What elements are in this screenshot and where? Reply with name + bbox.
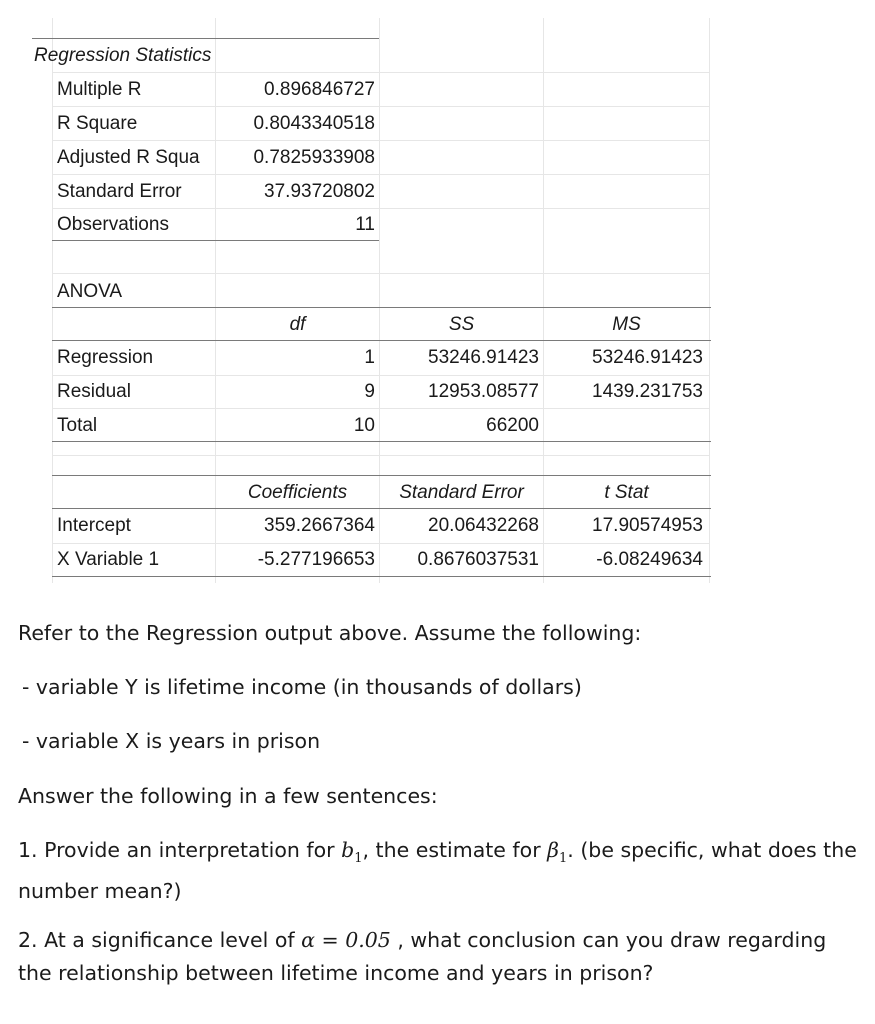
stat-value: 11 <box>355 214 375 235</box>
table-rule <box>52 340 711 341</box>
anova-ss: 66200 <box>486 415 539 436</box>
stat-value: 37.93720802 <box>264 181 375 202</box>
coef-standard-error: 0.8676037531 <box>417 549 539 570</box>
table-rule <box>52 576 711 577</box>
table-rule <box>52 240 379 241</box>
anova-ss: 12953.08577 <box>428 381 539 402</box>
anova-ms: 1439.231753 <box>592 381 703 402</box>
stat-value: 0.8043340518 <box>253 113 375 134</box>
table-rule <box>52 475 711 476</box>
gridline <box>52 140 710 141</box>
coef-row-label: Intercept <box>57 515 131 536</box>
coef-header-t-stat: t Stat <box>604 482 649 503</box>
anova-header-ss: SS <box>448 314 475 335</box>
q2-text: , what conclusion can you draw regarding the relationship between lifetime income and years in prison? <box>18 928 827 985</box>
table-rule <box>52 307 711 308</box>
anova-row-label: Residual <box>57 381 131 402</box>
anova-ss: 53246.91423 <box>428 347 539 368</box>
question-2 <box>18 924 863 990</box>
coef-header-coefficients: Coefficients <box>247 482 348 503</box>
question-1 <box>18 834 863 908</box>
table-rule <box>52 508 711 509</box>
anova-df: 1 <box>364 347 375 368</box>
anova-header-df: df <box>289 314 306 335</box>
assumption-y-text: - variable Y is lifetime income (in thousands of dollars) <box>22 675 582 699</box>
stat-label: Adjusted R Squa <box>57 147 200 168</box>
coef-value: -5.277196653 <box>257 549 375 570</box>
gridline <box>52 455 710 456</box>
gridline <box>52 408 710 409</box>
coef-t-stat: 17.90574953 <box>592 515 703 536</box>
anova-row-label: Total <box>57 415 98 436</box>
b1-symbol: $b_1$ <box>341 838 363 867</box>
coef-header-standard-error: Standard Error <box>399 482 524 503</box>
stat-label: Observations <box>57 214 169 235</box>
coef-row-label: X Variable 1 <box>57 549 160 570</box>
gridline <box>52 72 710 73</box>
stat-label: Standard Error <box>57 181 182 202</box>
anova-header-ms: MS <box>612 314 641 335</box>
gridline <box>52 106 710 107</box>
instruction-text: Answer the following in a few sentences: <box>18 784 438 808</box>
anova-ms <box>544 410 703 442</box>
table-rule <box>52 441 711 442</box>
regression-statistics-title: Regression Statistics <box>34 45 212 66</box>
beta1-symbol: $\beta_1$ <box>547 838 568 867</box>
coef-t-stat: -6.08249634 <box>596 549 703 570</box>
coef-standard-error: 20.06432268 <box>428 515 539 536</box>
anova-title: ANOVA <box>57 281 123 302</box>
anova-df: 9 <box>364 381 375 402</box>
assumption-y <box>22 671 867 704</box>
gridline <box>52 273 710 274</box>
instruction <box>18 780 863 813</box>
q2-text: 2. At a significance level of <box>18 928 302 952</box>
stat-value: 0.7825933908 <box>253 147 375 168</box>
gridline <box>52 174 710 175</box>
assumption-x <box>22 725 867 758</box>
table-rule <box>32 38 379 39</box>
stat-label: R Square <box>57 113 138 134</box>
q1-text: . (be specific, what does the number mean?) <box>18 838 857 904</box>
stat-label: Multiple R <box>57 79 142 100</box>
question-intro <box>18 617 863 650</box>
stat-value: 0.896846727 <box>264 79 375 100</box>
coef-value: 359.2667364 <box>264 515 375 536</box>
q1-text: 1. Provide an interpretation for <box>18 838 342 862</box>
anova-df: 10 <box>353 415 375 436</box>
q1-text: , the estimate for <box>362 838 548 862</box>
anova-row-label: Regression <box>57 347 154 368</box>
intro-text: Refer to the Regression output above. Assume the following: <box>18 621 642 645</box>
alpha-expression: α = 0.05 <box>301 928 391 952</box>
assumption-x-text: - variable X is years in prison <box>22 729 321 753</box>
anova-ms: 53246.91423 <box>592 347 703 368</box>
gridline <box>709 18 710 583</box>
gridline <box>52 18 53 583</box>
